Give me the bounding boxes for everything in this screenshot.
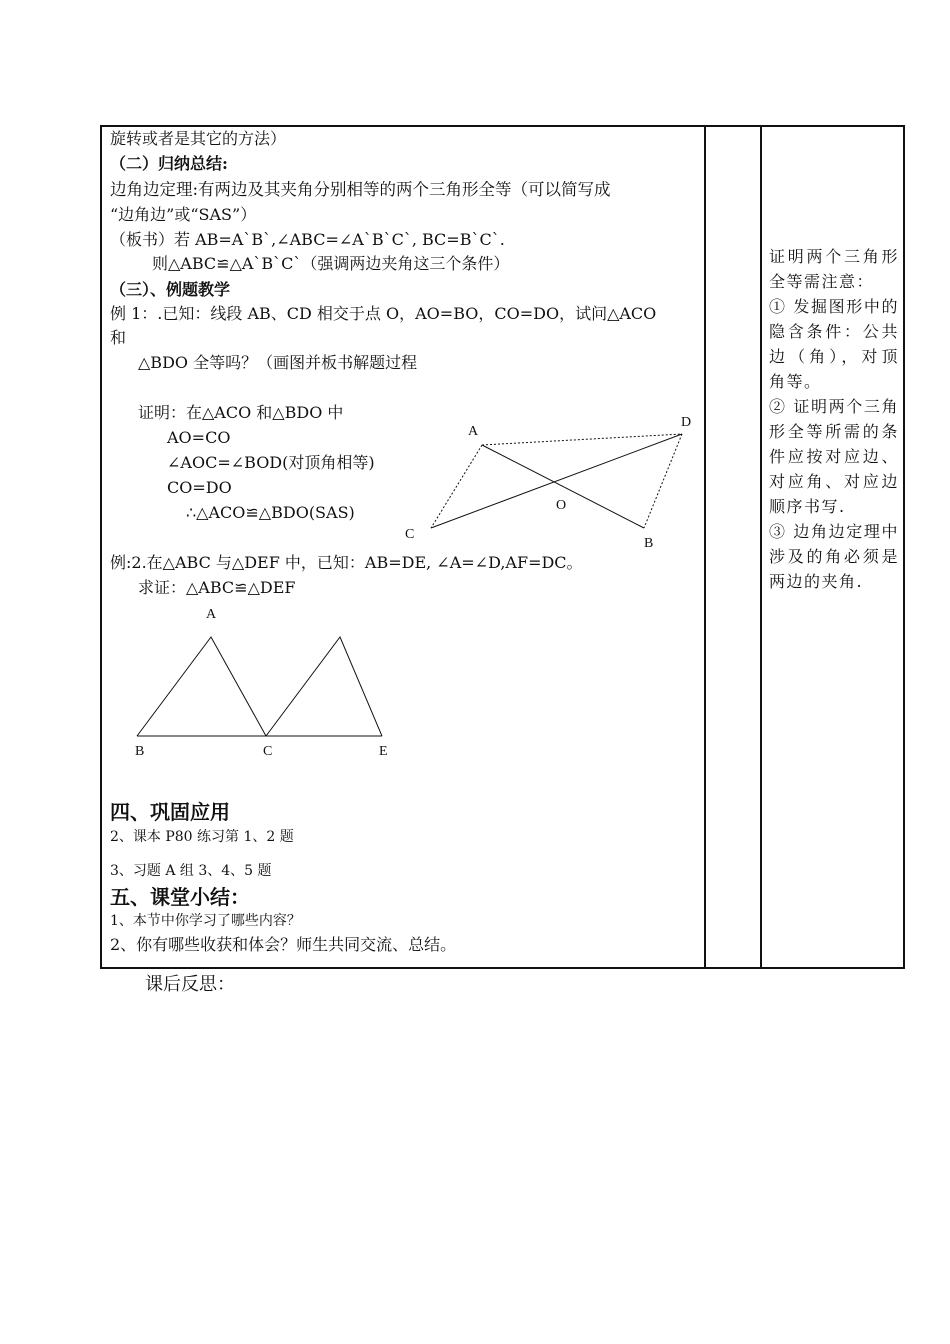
example1-line-2: 和 xyxy=(110,328,127,347)
label-A-fig2: A xyxy=(206,607,217,622)
label-B-fig2: B xyxy=(135,744,145,759)
proof-step-1: AO=CO xyxy=(167,428,231,447)
label-D: D xyxy=(681,415,692,430)
section5-item-1: 1、本节中你学习了哪些内容？ xyxy=(110,913,301,929)
section4-item-2: 3、习题 A 组 3、4、5 题 xyxy=(110,863,272,879)
theorem-line-2: “边角边”或“SAS”） xyxy=(110,205,257,224)
section4-item-1: 2、课本 P80 练习第 1、2 题 xyxy=(110,829,294,845)
section4-title: 四、巩固应用 xyxy=(110,800,230,824)
heading-summary: （二）归纳总结: xyxy=(110,154,228,173)
proof-conclusion: ∴△ACO≌△BDO(SAS) xyxy=(186,503,355,522)
figure-crossing-segments xyxy=(420,420,700,550)
notes-item-1: ① 发掘图形中的隐含条件：公共边（角），对顶角等。 xyxy=(769,297,899,391)
proof-intro: 证明：在△ACO 和△BDO 中 xyxy=(138,403,344,422)
label-C: C xyxy=(405,527,415,542)
board-line-2: 则△ABC≌△A`B`C`（强调两边夹角这三个条件） xyxy=(152,254,510,273)
board-line-1: （板书）若 AB=A`B`,∠ABC=∠A`B`C`, BC=B`C`. xyxy=(110,230,505,249)
proof-step-2: ∠AOC=∠BOD(对顶角相等) xyxy=(167,453,375,472)
heading-examples: （三）、例题教学 xyxy=(110,280,231,299)
label-B: B xyxy=(644,536,654,551)
text-line-intro: 旋转或者是其它的方法） xyxy=(110,129,287,148)
notes-title: 证明两个三角形全等需注意： xyxy=(769,247,899,291)
column-divider-1 xyxy=(704,127,706,967)
example1-line-3: △BDO 全等吗？（画图并板书解题过程 xyxy=(138,353,418,372)
triangle-ABC xyxy=(137,637,266,736)
segment-AD xyxy=(482,434,682,445)
segment-AC xyxy=(431,445,482,528)
triangle-right xyxy=(266,637,382,736)
figure-two-triangles xyxy=(130,630,390,742)
segment-DB xyxy=(644,434,682,528)
label-O: O xyxy=(556,498,567,513)
label-A: A xyxy=(468,424,479,439)
label-C-fig2: C xyxy=(263,744,273,759)
theorem-line-1: 边角边定理:有两边及其夹角分别相等的两个三角形全等（可以简写成 xyxy=(110,180,611,199)
after-class-reflection: 课后反思： xyxy=(145,974,235,995)
example2-line-1: 例:2.在△ABC 与△DEF 中，已知：AB=DE, ∠A=∠D,AF=DC。 xyxy=(110,553,583,572)
notes-item-2: ② 证明两个三角形全等所需的条件应按对应边、对应角、对应边顺序书写. xyxy=(769,397,899,516)
example1-line-1: 例 1：.已知：线段 AB、CD 相交于点 O，AO=BO，CO=DO，试问△ACO xyxy=(110,304,657,323)
notes-column xyxy=(769,244,899,594)
example2-line-2: 求证：△ABC≌△DEF xyxy=(138,578,296,597)
proof-step-3: CO=DO xyxy=(167,478,232,497)
notes-item-3: ③ 边角边定理中涉及的角必须是两边的夹角. xyxy=(769,522,899,591)
column-divider-2 xyxy=(760,127,762,967)
section5-title: 五、课堂小结： xyxy=(110,885,250,909)
label-E-fig2: E xyxy=(379,744,388,759)
section5-item-2: 2、你有哪些收获和体会？师生共同交流、总结。 xyxy=(110,935,457,954)
